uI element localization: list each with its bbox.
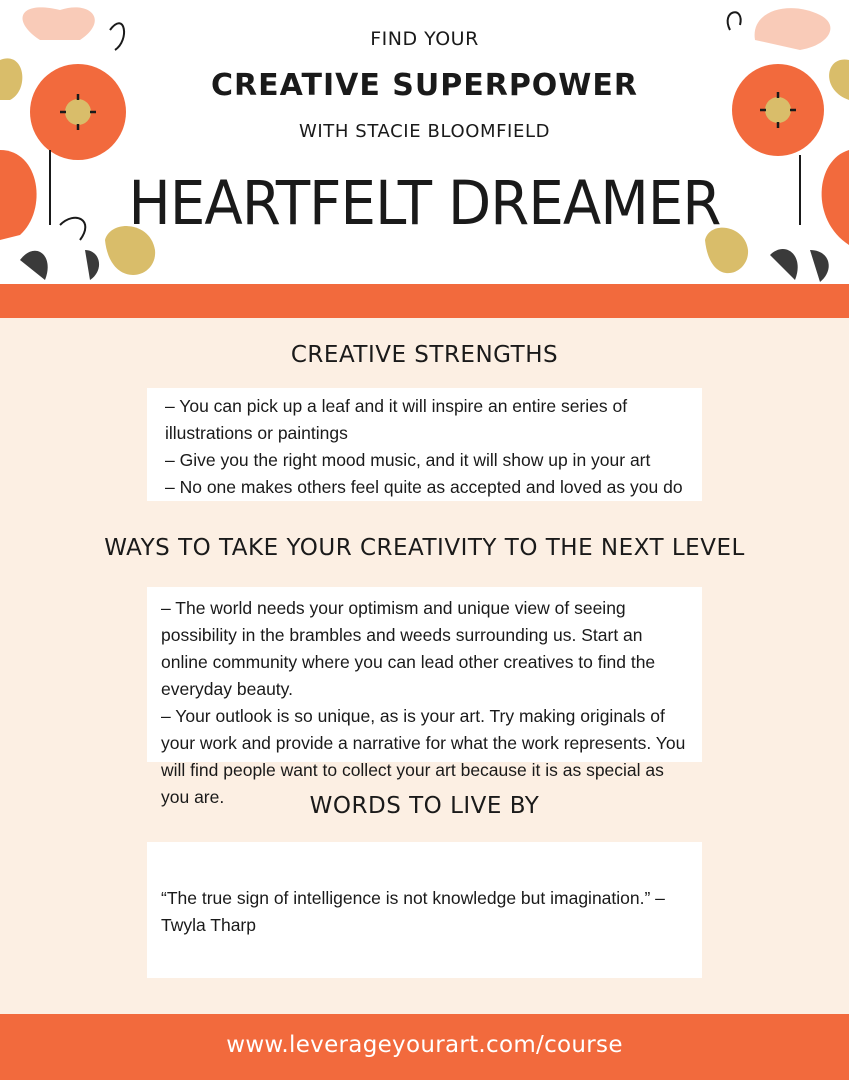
list-item: – You can pick up a leaf and it will inspire an entire series of illustrations or paintings <box>165 396 628 443</box>
kicker-text: FIND YOUR <box>370 28 479 50</box>
byline: WITH STACIE BLOOMFIELD <box>298 121 551 142</box>
quote-box <box>147 842 702 978</box>
quote-text: “The true sign of intelligence is not knowledge but imagination.” – Twyla Tharp <box>161 888 665 935</box>
list-item: – Your outlook is so unique, as is your art. Try making originals of your work and provide a narrative for what the work represents. You will find people want to collect your art because it is as special as you are. <box>161 706 686 807</box>
header <box>0 0 849 284</box>
list-item: – Give you the right mood music, and it will show up in your art <box>165 450 651 470</box>
list-item: – The world needs your optimism and unique view of seeing possibility in the brambles and weeds surrounding us. Start an online community where you can lead other creatives to find the everyday beauty. <box>161 598 656 699</box>
page-title: HEARTFELT DREAMER <box>128 168 721 239</box>
headline: CREATIVE SUPERPOWER <box>210 68 638 103</box>
strengths-box <box>147 388 702 501</box>
section-heading-next-level: WAYS TO TAKE YOUR CREATIVITY TO THE NEXT LEVEL <box>104 535 745 561</box>
list-item: – No one makes others feel quite as accepted and loved as you do <box>165 477 683 497</box>
section-heading-strengths: CREATIVE STRENGTHS <box>290 342 559 368</box>
accent-band <box>0 284 849 318</box>
footer-url-link[interactable]: www.leverageyourart.com/course <box>226 1032 623 1058</box>
section-heading-words: WORDS TO LIVE BY <box>309 793 540 819</box>
